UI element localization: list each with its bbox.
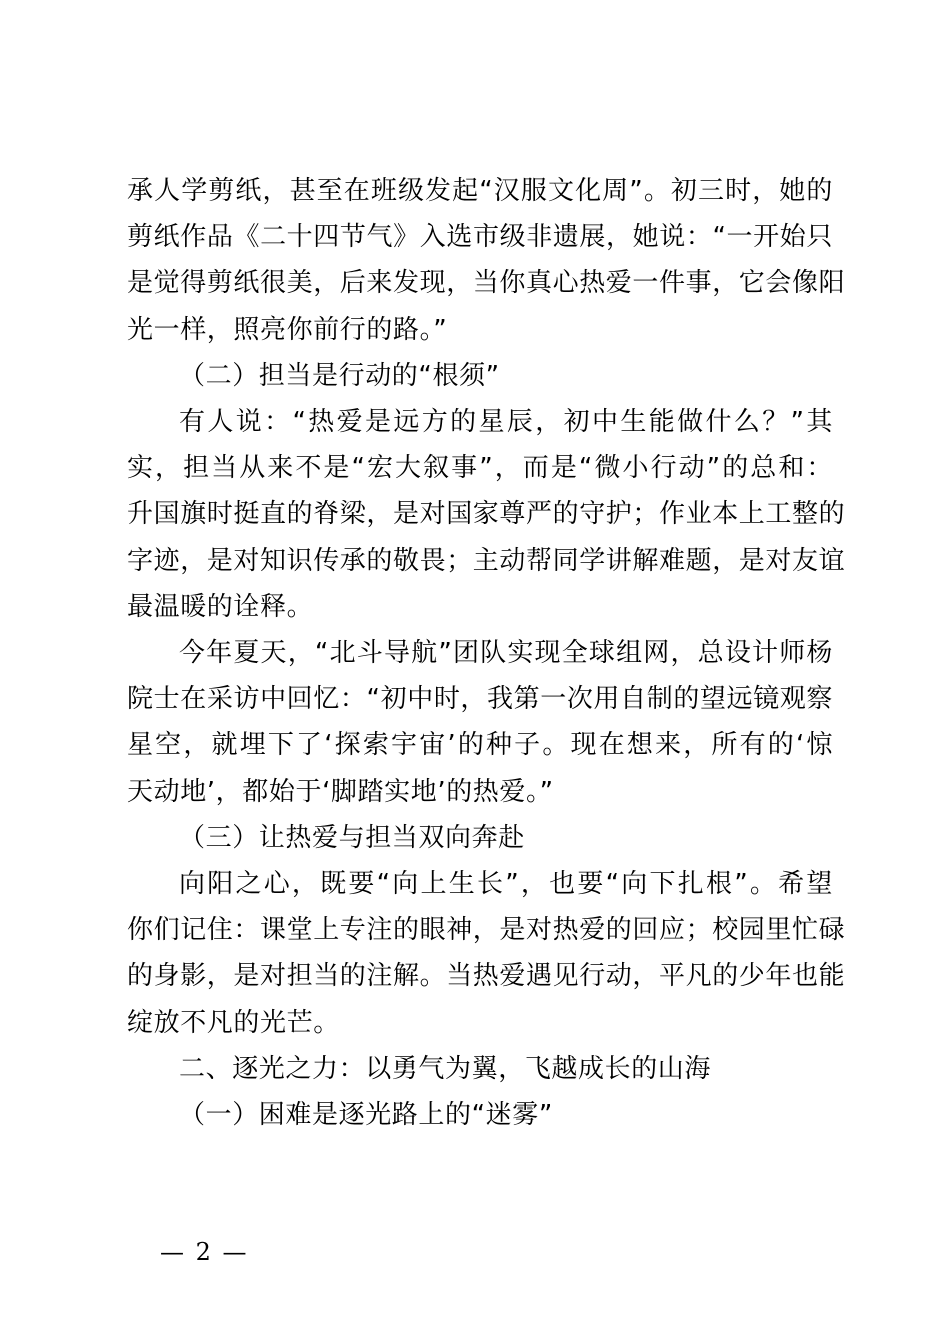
text-line: 最温暖的诠释。 (127, 591, 314, 622)
text-line: 二、逐光之力：以勇气为翼，飞越成长的山海 (179, 1053, 712, 1084)
text-line: 绽放不凡的光芒。 (127, 1007, 340, 1038)
paragraph (127, 399, 846, 630)
text-line: 实，担当从来不是“宏大叙事”，而是“微小行动”的总和： (127, 453, 833, 484)
text-line: 有人说：“热爱是远方的星辰，初中生能做什么？”其 (179, 407, 833, 438)
text-line: 的身影，是对担当的注解。当热爱遇见行动，平凡的少年也能 (127, 961, 846, 992)
paragraph (127, 861, 846, 1046)
text-line: 承人学剪纸，甚至在班级发起“汉服文化周”。初三时，她的 (127, 176, 833, 206)
paragraph (127, 630, 833, 815)
text-line: 字迹，是对知识传承的敬畏；主动帮同学讲解难题，是对友谊 (127, 545, 846, 576)
text-line: 向阳之心，既要“向上生长”，也要“向下扎根”。希望 (179, 869, 833, 900)
text-line: （三）让热爱与担当双向奔赴 (179, 822, 525, 853)
body-text (127, 168, 846, 1138)
section-heading (127, 1046, 833, 1092)
text-line: （二）担当是行动的“根须” (179, 360, 500, 391)
paragraph (127, 168, 846, 353)
text-line: 天动地’，都始于‘脚踏实地’的热爱。” (127, 776, 554, 807)
text-line: 光一样，照亮你前行的路。” (127, 314, 448, 345)
page-number: — 2 — (160, 1238, 249, 1266)
text-line: （一）困难是逐光路上的“迷雾” (179, 1100, 553, 1131)
text-line: 你们记住：课堂上专注的眼神，是对热爱的回应；校园里忙碌 (127, 915, 846, 946)
subheading (127, 353, 833, 399)
subheading (127, 815, 833, 861)
text-line: 是觉得剪纸很美，后来发现，当你真心热爱一件事，它会像阳 (127, 268, 846, 299)
text-line: 院士在采访中回忆：“初中时，我第一次用自制的望远镜观察 (127, 684, 833, 715)
text-line: 升国旗时挺直的脊梁，是对国家尊严的守护；作业本上工整的 (127, 499, 846, 530)
text-line: 星空，就埋下了‘探索宇宙’的种子。现在想来，所有的‘惊 (127, 730, 833, 761)
text-line: 今年夏天，“北斗导航”团队实现全球组网，总设计师杨 (179, 638, 833, 669)
subheading (127, 1092, 833, 1138)
text-line: 剪纸作品《二十四节气》入选市级非遗展，她说：“一开始只 (127, 222, 833, 253)
